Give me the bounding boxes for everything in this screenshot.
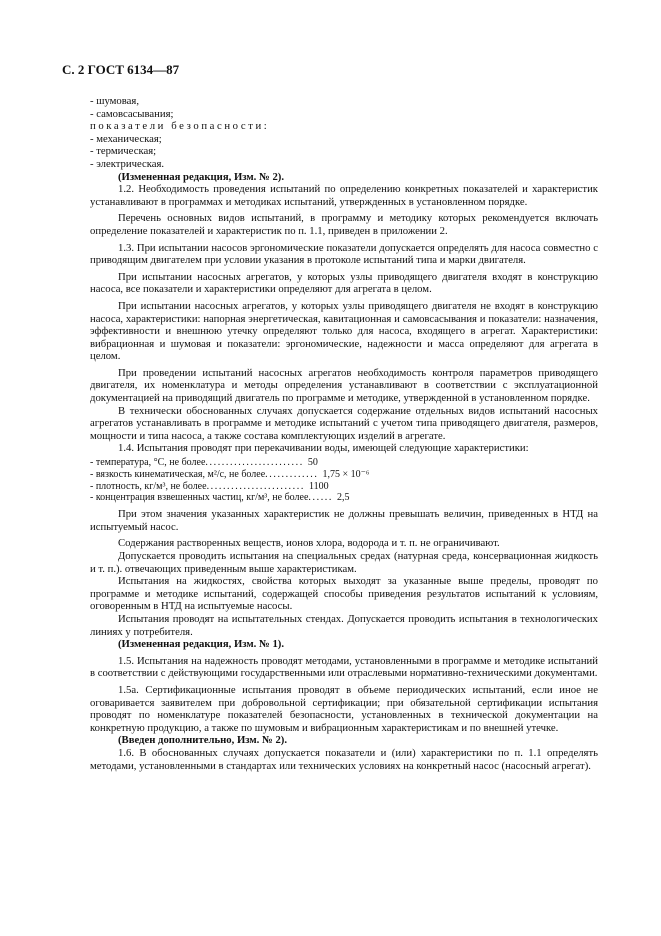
characteristic-name: - плотность, кг/м³, не более: [90, 480, 207, 492]
characteristic-row: [90, 492, 598, 504]
paragraph: 1.5а. Сертификационные испытания проводят в объеме периодических испытаний, если иное не оговаривается заявителем при добровольной сертификации; при обязательной сертификации испытания проводят по номенклатуре показателей безопасности, установленных в технической документации на конкретную продукцию, а также по шумовым и вибрационным характеристикам и по внешней утечке.: [90, 683, 598, 734]
paragraph: Испытания проводят на испытательных стендах. Допускается проводить испытания в технологических линиях у потребителя.: [90, 612, 598, 638]
water-characteristics-list: [90, 457, 598, 504]
paragraph: 1.2. Необходимость проведения испытаний по определению конкретных показателей и характеристик устанавливают в программах и методиках испытаний, утвержденных в установленном порядке.: [90, 183, 598, 208]
dot-leader: ........................: [205, 457, 304, 469]
paragraph: При испытании насосных агрегатов, у которых узлы приводящего двигателя входят в конструкцию насоса, все показатели и характеристики определяют для агрегата в целом.: [90, 270, 598, 296]
document-body: [90, 95, 598, 772]
paragraph: При этом значения указанных характеристик не должны превышать величин, приведенных в НТД на испытуемый насос.: [90, 508, 598, 533]
list-item: - механическая;: [90, 132, 162, 145]
list-item: - самовсасывания;: [90, 107, 174, 120]
revision-note: (Измененная редакция, Изм. № 1).: [118, 638, 285, 651]
list-item: - шумовая,: [90, 95, 140, 107]
paragraph: 1.4. Испытания проводят при перекачивании воды, имеющей следующие характеристики:: [118, 442, 529, 455]
paragraph: При испытании насосных агрегатов, у которых узлы приводящего двигателя не входят в конструкцию насоса, характеристики: напорная энергетическая, кавитационная и самовсасывания и показатели: назначения, эффективности и внешнюю утечку определяют только для насоса, входящего в агрегат. Характеристики: вибрационная и шумовая и показатели: эргономические, надежности и масса определяют для агрегата в целом.: [90, 299, 598, 363]
characteristic-value: 1100: [308, 480, 329, 492]
characteristic-value: 2,5: [337, 492, 350, 504]
text-section-top: [90, 95, 598, 455]
list-item: - электрическая.: [90, 157, 165, 170]
characteristic-name: - вязкость кинематическая, м²/с, не более: [90, 468, 266, 480]
paragraph: 1.6. В обоснованных случаях допускается показатели и (или) характеристики по п. 1.1 определять методами, установленными в стандартах или технических условиях на конкретный насос (насосный агрегат).: [90, 746, 598, 772]
page-header: С. 2 ГОСТ 6134—87: [62, 62, 180, 77]
paragraph: Испытания на жидкостях, свойства которых выходят за указанные выше пределы, проводят по программе и методике испытаний, содержащей способы приведения результатов испытаний к условиям, оговоренным в НТД на испытуемые насосы.: [90, 575, 598, 613]
characteristic-value: 1,75 × 10⁻⁶: [322, 468, 370, 480]
list-item: - термическая;: [90, 145, 157, 158]
text-section-bottom: [90, 508, 598, 772]
characteristic-row: [90, 457, 598, 469]
characteristic-name: - концентрация взвешенных частиц, кг/м³, не более: [90, 492, 309, 504]
paragraph: 1.3. При испытании насосов эргономические показатели допускается определять для насоса совместно с приводящим двигателем при условии указания в протоколе испытаний типа и марки двигателя.: [90, 241, 598, 267]
paragraph: При проведении испытаний насосных агрегатов необходимость контроля параметров приводящего двигателя, их номенклатура и методы определения устанавливают в соответствии с эксплуатационной документацией на приводящий двигатель по программе и методике, утвержденной в установленном порядке.: [90, 366, 598, 405]
paragraph: показатели безопасности:: [90, 120, 270, 133]
paragraph: В технически обоснованных случаях допускается содержание отдельных видов испытаний насосных агрегатов устанавливать в программе и методике испытаний с учетом типа приводящего двигателя, размеров, мощности и типа насоса, а также состава комплектующих изделий в агрегате.: [90, 404, 598, 442]
dot-leader: .............: [265, 468, 319, 480]
characteristic-name: - температура, °С, не более: [90, 457, 206, 469]
paragraph: 1.5. Испытания на надежность проводят методами, установленными в программе и методике испытаний в соответствии с действующими государственными или отраслевыми нормативно-техническими документами.: [90, 654, 598, 680]
characteristic-row: [90, 469, 598, 481]
revision-note: (Введен дополнительно, Изм. № 2).: [118, 734, 288, 747]
paragraph: Содержания растворенных веществ, ионов хлора, водорода и т. п. не ограничивают.: [118, 537, 500, 550]
revision-note: (Измененная редакция, Изм. № 2).: [118, 170, 285, 183]
characteristic-row: [90, 481, 598, 493]
dot-leader: ........................: [206, 480, 305, 492]
dot-leader: ......: [308, 492, 334, 504]
paragraph: Допускается проводить испытания на специальных средах (натурная среда, консервационная жидкость и т. п.). отвечающих приведенным выше характеристикам.: [90, 550, 598, 575]
paragraph: Перечень основных видов испытаний, в программу и методику которых рекомендуется включать определение показателей и характеристик по п. 1.1, приведен в приложении 2.: [90, 212, 598, 237]
characteristic-value: 50: [307, 457, 318, 469]
